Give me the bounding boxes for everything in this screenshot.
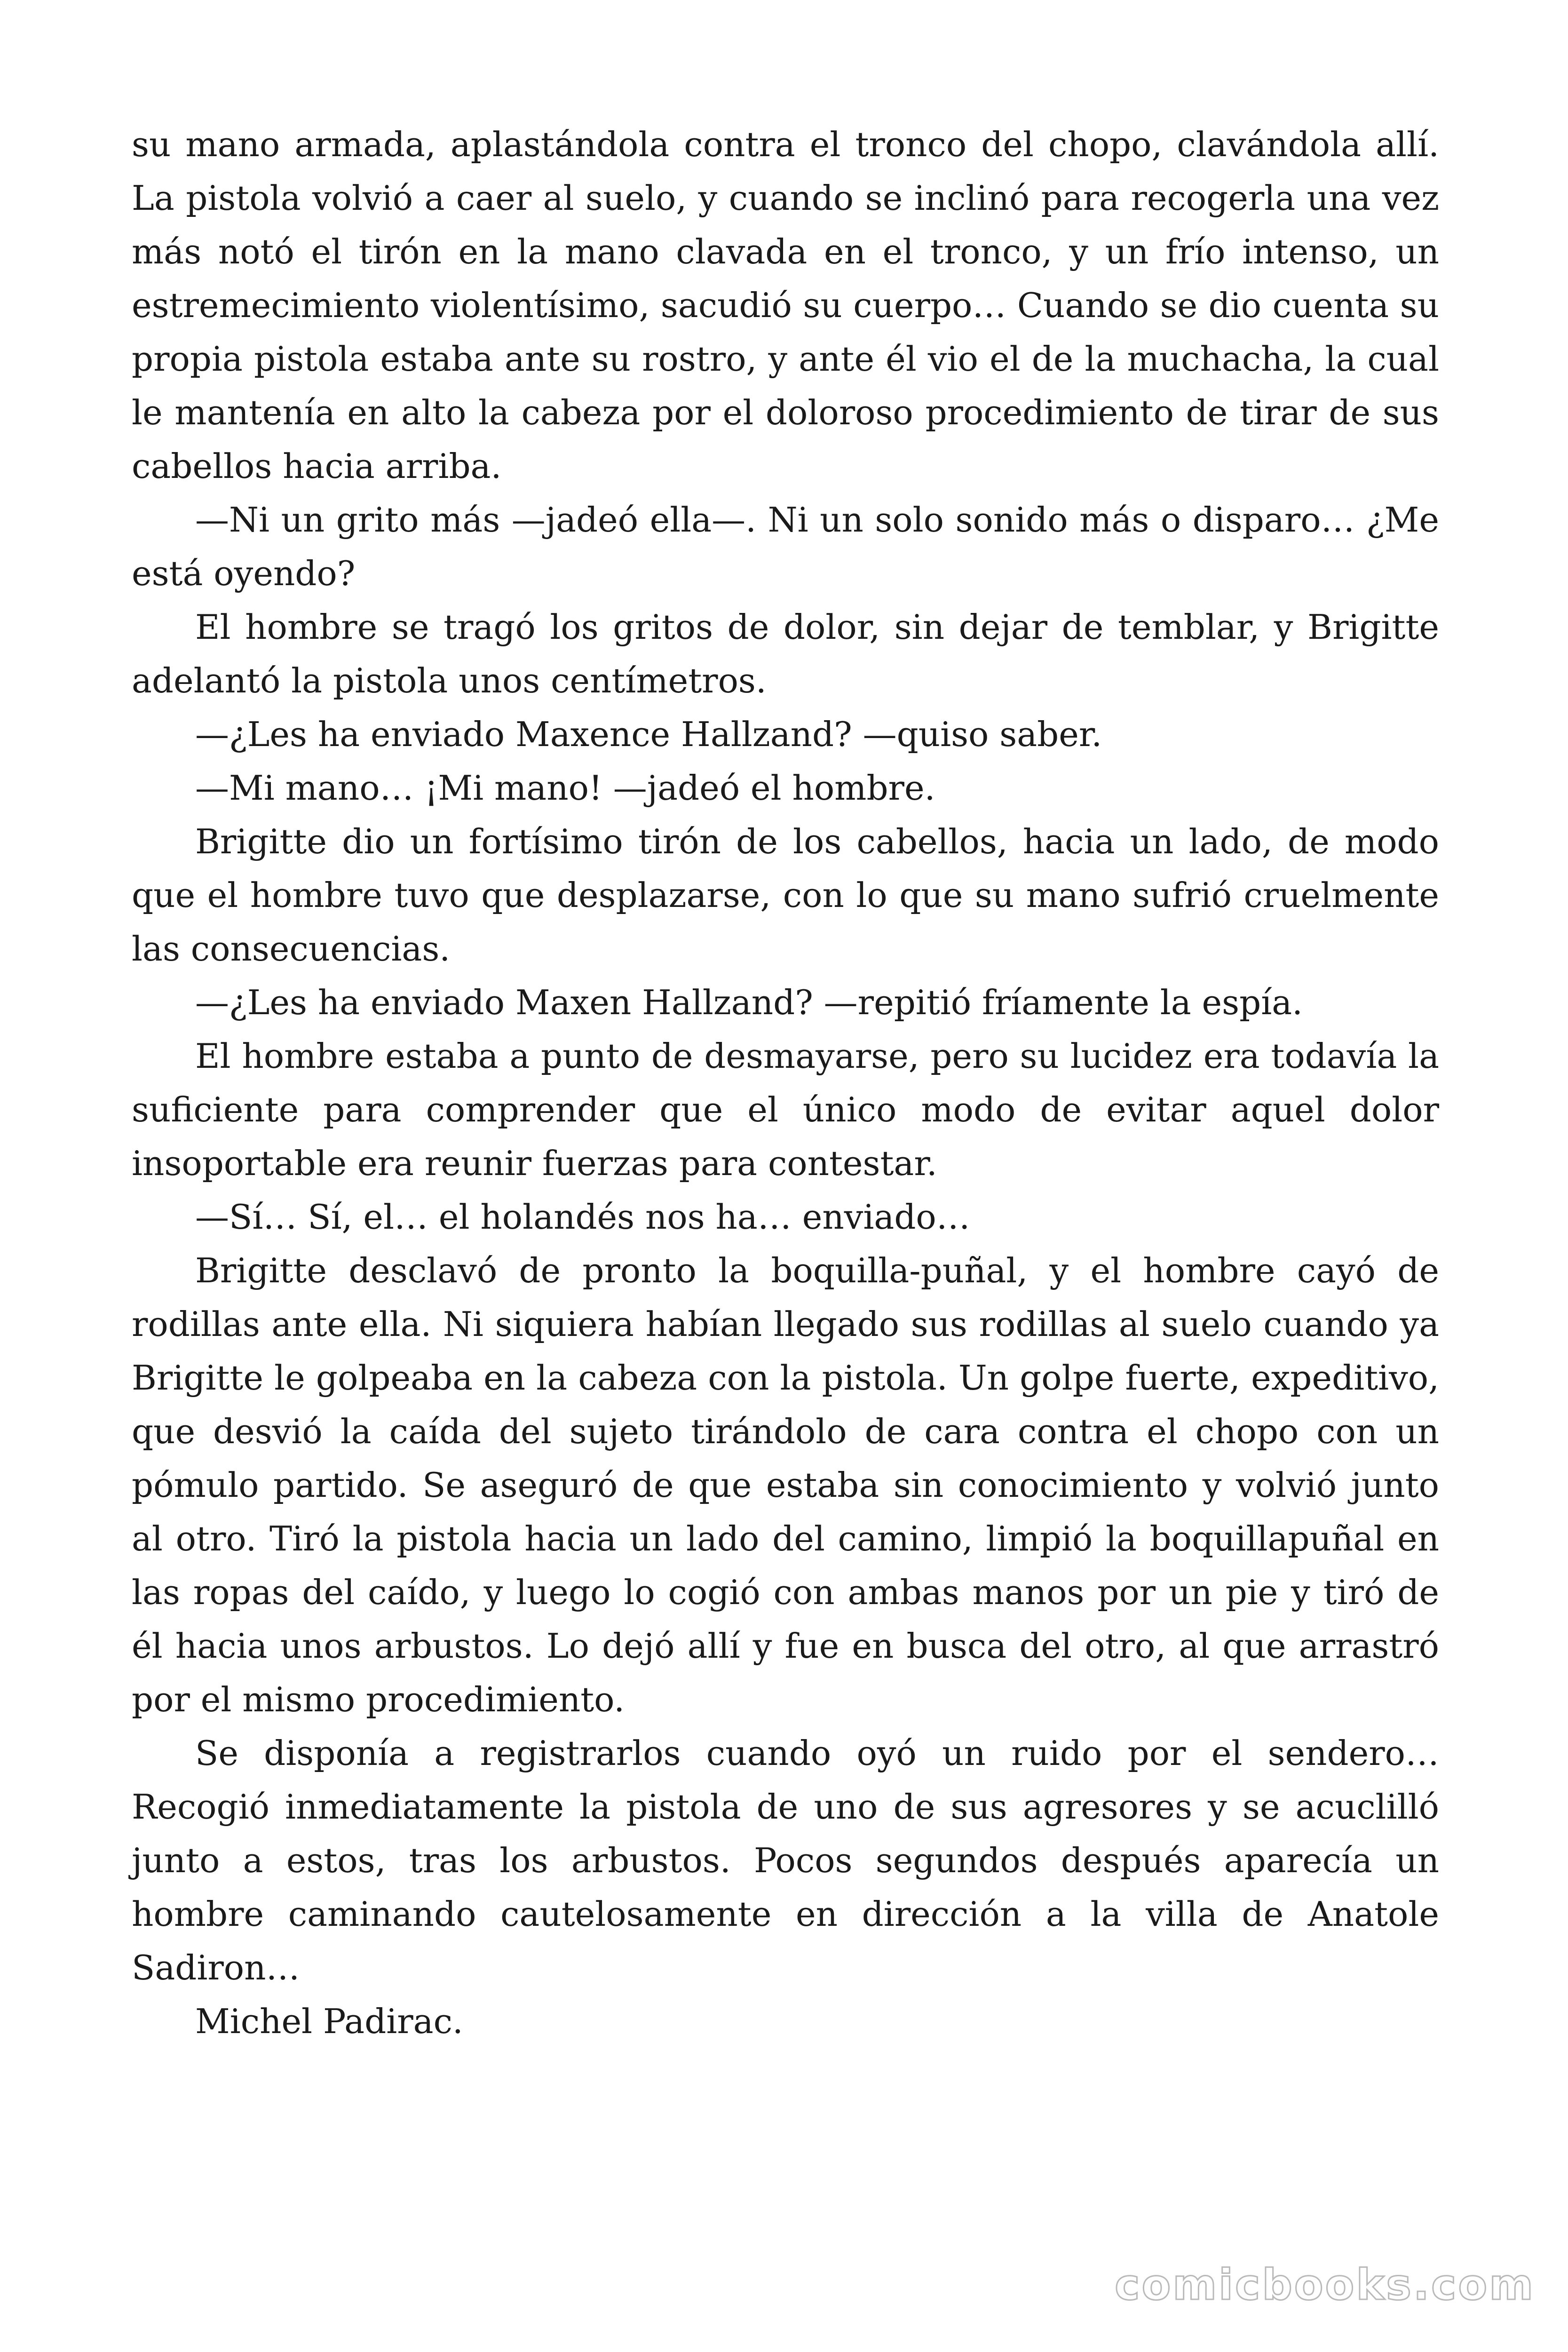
paragraph: —¿Les ha enviado Maxence Hallzand? —quiso saber. — [195, 715, 1102, 754]
paragraph: Brigitte desclavó de pronto la boquilla-puñal, y el hombre cayó de rodillas ante ella. Ni siquiera habían llegado sus rodillas al suelo cuando ya Brigitte le golpeaba en la cabeza con la pistola. Un golpe fuerte, expeditivo, que desvió la caída del sujeto tirándolo de cara contra el chopo con un pómulo partido. Se aseguró de que estaba sin conocimiento y volvió junto al otro. Tiró la pistola hacia un lado del camino, limpió la boquillapuñal en las ropas del caído, y luego lo cogió con ambas manos por un pie y tiró de él hacia unos arbustos. Lo dejó allí y fue en busca del otro, al que arrastró por el mismo procedimiento. — [132, 1251, 1439, 1719]
paragraph: —¿Les ha enviado Maxen Hallzand? —repitió fríamente la espía. — [195, 983, 1303, 1022]
paragraph: —Ni un grito más —jadeó ella—. Ni un solo sonido más o disparo… ¿Me está oyendo? — [132, 500, 1439, 593]
watermark: comicbooks.com — [1115, 2260, 1535, 2310]
page-body — [132, 118, 1439, 2048]
paragraph: —Mi mano… ¡Mi mano! —jadeó el hombre. — [195, 768, 935, 808]
paragraph: El hombre estaba a punto de desmayarse, pero su lucidez era todavía la suficiente para comprender que el único modo de evitar aquel dolor insoportable era reunir fuerzas para contestar. — [132, 1036, 1439, 1183]
paragraph: su mano armada, aplastándola contra el tronco del chopo, clavándola allí. La pistola volvió a caer al suelo, y cuando se inclinó para recogerla una vez más notó el tirón en la mano clavada en el tronco, y un frío intenso, un estremecimiento violentísimo, sacudió su cuerpo… Cuando se dio cuenta su propia pistola estaba ante su rostro, y ante él vio el de la muchacha, la cual le mantenía en alto la cabeza por el doloroso procedimiento de tirar de sus cabellos hacia arriba. — [132, 125, 1439, 486]
paragraph: El hombre se tragó los gritos de dolor, sin dejar de temblar, y Brigitte adelantó la pistola unos centímetros. — [132, 607, 1439, 700]
paragraph: Michel Padirac. — [195, 2002, 463, 2041]
paragraph: Se disponía a registrarlos cuando oyó un ruido por el sendero… Recogió inmediatamente la pistola de uno de sus agresores y se acuclilló junto a estos, tras los arbustos. Pocos segundos después aparecía un hombre caminando cautelosamente en dirección a la villa de Anatole Sadiron… — [132, 1733, 1439, 1987]
paragraph: Brigitte dio un fortísimo tirón de los cabellos, hacia un lado, de modo que el hombre tuvo que desplazarse, con lo que su mano sufrió cruelmente las consecuencias. — [132, 822, 1439, 969]
paragraph: —Sí… Sí, el… el holandés nos ha… enviado… — [195, 1197, 970, 1237]
